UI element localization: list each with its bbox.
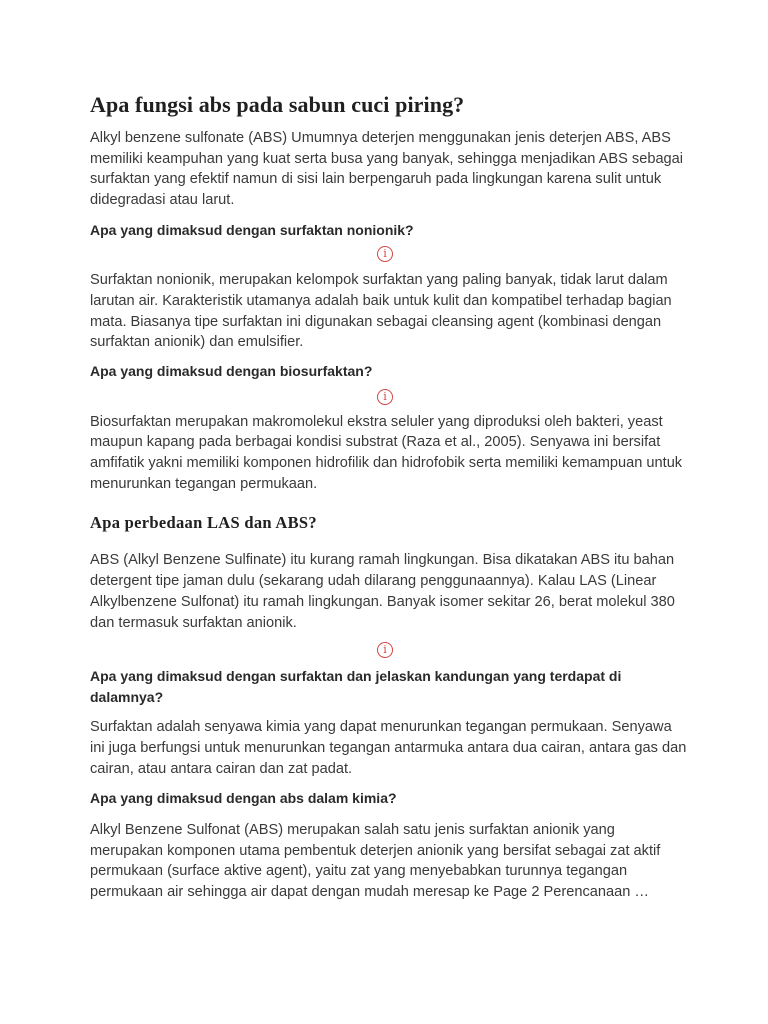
answer-surfaktan: Surfaktan adalah senyawa kimia yang dapat menurunkan tegangan permukaan. Senyawa ini juga berfungsi untuk menurunkan tegangan antarmuka antara dua cairan, antara gas dan cairan, atau antara cairan dan zat padat. [90, 719, 687, 777]
info-marker[interactable] [90, 242, 680, 266]
subheading-las-abs: Apa perbedaan LAS dan ABS? [90, 513, 317, 533]
page-title: Apa fungsi abs pada sabun cuci piring? [90, 92, 465, 117]
info-icon[interactable]: i [377, 642, 393, 658]
document-page [90, 90, 690, 903]
info-marker[interactable] [90, 385, 680, 409]
answer-abs-kimia: Alkyl Benzene Sulfonat (ABS) merupakan salah satu jenis surfaktan anionik yang merupakan komponen utama pembentuk deterjen anionik yang bersifat sebagai zat aktif permukaan (surface aktive agent), yaitu zat yang menyebabkan turunnya tegangan permukaan air sehingga air dapat dengan mudah meresap ke Page 2 Perencanaan … [90, 821, 661, 900]
intro-paragraph: Alkyl benzene sulfonate (ABS) Umumnya deterjen menggunakan jenis deterjen ABS, ABS memiliki keampuhan yang kuat serta busa yang banyak, sehingga menjadikan ABS sebagai surfaktan yang efektif namun di sisi lain berpengaruh pada lingkungan karena sulit untuk didegradasi atau larut. [90, 130, 684, 209]
question-nonionik: Apa yang dimaksud dengan surfaktan nonionik? [90, 221, 414, 238]
info-icon[interactable]: i [377, 246, 393, 262]
question-biosurfaktan: Apa yang dimaksud dengan biosurfaktan? [90, 363, 373, 380]
question-surfaktan: Apa yang dimaksud dengan surfaktan dan jelaskan kandungan yang terdapat di dalamnya? [90, 668, 622, 705]
answer-biosurfaktan: Biosurfaktan merupakan makromolekul ekstra seluler yang diproduksi oleh bakteri, yeast maupun kapang pada berbagai kondisi substrat (Raza et al., 2005). Senyawa ini bersifat amfifatik yakni memiliki komponen hidrofilik dan hidrofobik serta memiliki kemampuan untuk menurunkan tegangan permukaan. [90, 413, 683, 492]
answer-las-abs: ABS (Alkyl Benzene Sulfinate) itu kurang ramah lingkungan. Bisa dikatakan ABS itu bahan detergent tipe jaman dulu (sekarang udah dilarang penggunaannya). Kalau LAS (Linear Alkylbenzene Sulfonat) itu ramah lingkungan. Banyak isomer sekitar 26, berat molekul 380 dan termasuk surfaktan anionik. [90, 552, 675, 631]
question-abs-kimia: Apa yang dimaksud dengan abs dalam kimia? [90, 790, 397, 807]
answer-nonionik: Surfaktan nonionik, merupakan kelompok surfaktan yang paling banyak, tidak larut dalam larutan air. Karakteristik utamanya adalah baik untuk kulit dan kompatibel terhadap bagian mata. Biasanya tipe surfaktan ini digunakan sebagai cleansing agent (kombinasi dengan surfaktan anionik) dan emulsifier. [90, 272, 672, 351]
info-marker[interactable] [90, 638, 680, 662]
info-icon[interactable]: i [377, 389, 393, 405]
